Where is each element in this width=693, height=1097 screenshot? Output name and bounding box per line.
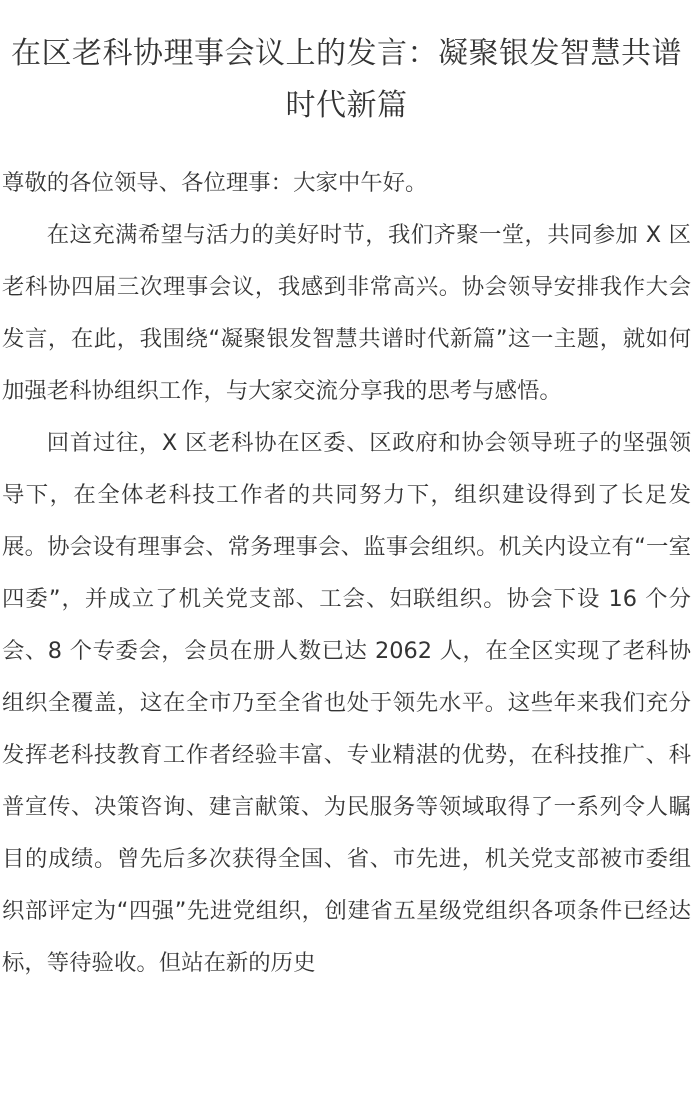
document-title: 在区老科协理事会议上的发言：凝聚银发智慧共谱时代新篇: [11, 36, 682, 123]
opening-paragraph: 在这充满希望与活力的美好时节，我们齐聚一堂，共同参加 X 区老科协四届三次理事会议，我感到非常高兴。协会领导安排我作大会发言，在此，我围绕“凝聚银发智慧共谱时代新篇”这一主题，就如何加强老科协组织工作，与大家交流分享我的思考与感悟。: [2, 222, 691, 404]
review-paragraph: 回首过往，X 区老科协在区委、区政府和协会领导班子的坚强领导下，在全体老科技工作者的共同努力下，组织建设得到了长足发展。协会设有理事会、常务理事会、监事会组织。机关内设立有“一室四委”，并成立了机关党支部、工会、妇联组织。协会下设 16 个分会、8 个专委会，会员在册人数已达 2062 人，在全区实现了老科协组织全覆盖，这在全市乃至全省也处于领先水平。这些年来我们充分发挥老科技教育工作者经验丰富、专业精湛的优势，在科技推广、科普宣传、决策咨询、建言献策、为民服务等领域取得了一系列令人瞩目的成绩。曾先后多次获得全国、省、市先进，机关党支部被市委组织部评定为“四强”先进党组织，创建省五星级党组织各项条件已经达标，等待验收。但站在新的历史: [2, 430, 691, 976]
salutation-paragraph: 尊敬的各位领导、各位理事：大家中午好。: [2, 170, 428, 196]
document-body: [2, 157, 691, 989]
